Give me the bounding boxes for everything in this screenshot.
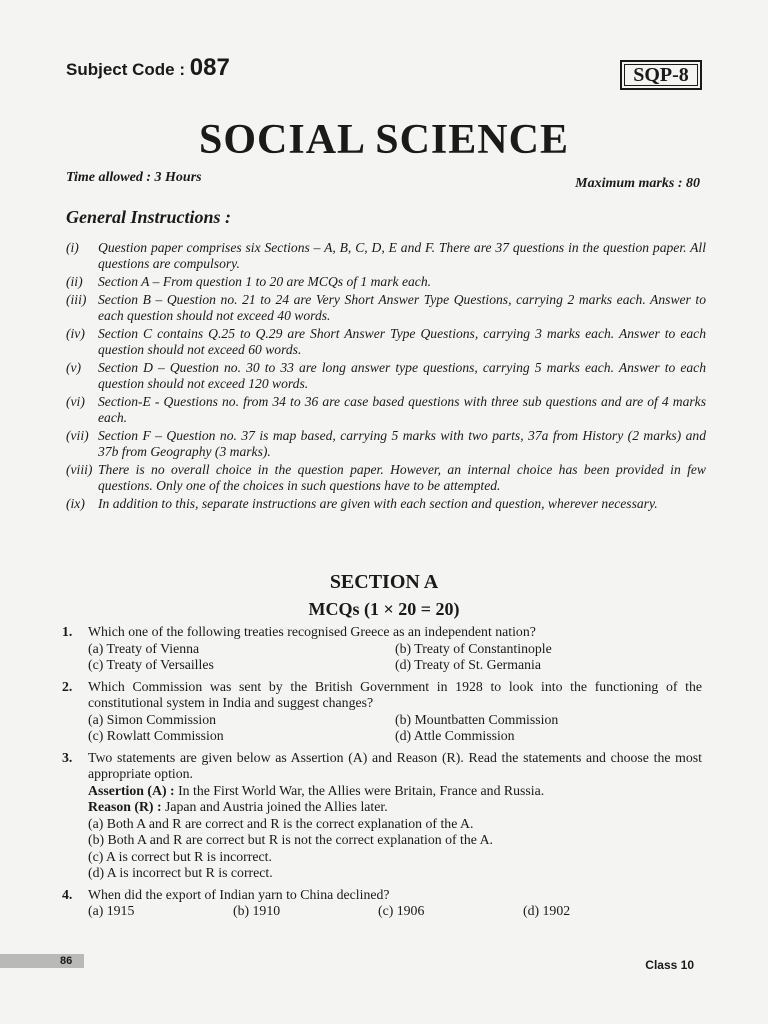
instruction-number: (i) (66, 240, 79, 255)
instructions-heading: General Instructions : (66, 207, 232, 227)
page-title: SOCIAL SCIENCE (199, 117, 569, 163)
subject-code-label: Subject Code : (66, 60, 186, 79)
question-4 (62, 887, 702, 920)
instruction-text: Section F – Question no. 37 is map based, carrying 5 marks with two parts, 37a from History (2 marks) and 37b from Geography (3 marks). (98, 428, 706, 459)
page-number: 86 (60, 955, 73, 967)
instruction-item (66, 360, 706, 392)
section-subtitle: MCQs (1 × 20 = 20) (308, 599, 460, 619)
question-text: When did the export of Indian yarn to China declined? (88, 886, 390, 902)
question-number: 4. (62, 886, 73, 902)
option-c: (c) Treaty of Versailles (88, 657, 214, 672)
options-row (88, 903, 702, 920)
time-allowed: Time allowed : 3 Hours (66, 170, 202, 185)
instruction-item (66, 462, 706, 494)
instruction-text: Question paper comprises six Sections – A, B, C, D, E and F. There are 37 questions in the question paper. All questions are compulsory. (98, 240, 706, 271)
options-grid (88, 712, 702, 745)
instruction-item (66, 428, 706, 460)
option-d: (d) A is incorrect but R is correct. (88, 865, 273, 880)
options-list (88, 816, 702, 882)
question-1 (62, 624, 702, 674)
question-text: Two statements are given below as Assertion (A) and Reason (R). Read the statements and choose the most appropriate option. (88, 749, 702, 781)
reason-text: Japan and Austria joined the Allies later. (165, 799, 388, 814)
paper-id-box (620, 60, 702, 90)
class-label: Class 10 (645, 958, 694, 972)
instructions-list (66, 240, 706, 514)
instruction-text: Section D – Question no. 30 to 33 are long answer type questions, carrying 5 marks each. Answer to each question should not exceed 120 words. (98, 360, 706, 391)
option-d: (d) Treaty of St. Germania (395, 657, 541, 672)
question-number: 2. (62, 678, 73, 694)
question-number: 1. (62, 624, 73, 639)
option-c: (c) Rowlatt Commission (88, 728, 224, 743)
instruction-number: (vi) (66, 394, 85, 409)
option-c: (c) 1906 (378, 903, 425, 918)
instruction-item (66, 274, 706, 290)
subject-code (66, 54, 230, 82)
option-d: (d) 1902 (523, 903, 571, 918)
instruction-text: There is no overall choice in the question paper. However, an internal choice has been provided in few questions. Only one of the choices in such questions have to be attempted. (98, 462, 706, 493)
options-grid (88, 641, 702, 674)
question-number: 3. (62, 749, 73, 765)
instruction-item (66, 240, 706, 272)
maximum-marks: Maximum marks : 80 (575, 176, 700, 191)
assertion-label: Assertion (A) : (88, 782, 175, 798)
subject-code-value: 087 (189, 54, 230, 81)
question-text: Which one of the following treaties recognised Greece as an independent nation? (88, 624, 536, 639)
instruction-number: (ii) (66, 274, 83, 289)
instruction-text: Section-E - Questions no. from 34 to 36 are case based questions with three sub questions and are of 4 marks each. (98, 394, 706, 425)
paper-id: SQP-8 (624, 64, 698, 86)
option-a: (a) 1915 (88, 903, 135, 918)
reason-label: Reason (R) : (88, 799, 162, 814)
option-b: (b) Treaty of Constantinople (395, 640, 552, 656)
instruction-item (66, 394, 706, 426)
section-title: SECTION A (329, 571, 439, 593)
option-a: (a) Simon Commission (88, 711, 217, 727)
instruction-item (66, 292, 706, 324)
instruction-number: (iii) (66, 292, 87, 307)
instruction-number: (ix) (66, 496, 85, 511)
instruction-text: Section B – Question no. 21 to 24 are Very Short Answer Type Questions, carrying 2 marks each. Answer to each question should not exceed 40 words. (98, 292, 706, 323)
instruction-text: Section C contains Q.25 to Q.29 are Short Answer Type Questions, carrying 3 marks each. Answer to each question should not exceed 60 words. (98, 326, 706, 357)
question-3 (62, 750, 702, 882)
instruction-number: (vii) (66, 428, 89, 443)
instruction-text: In addition to this, separate instructions are given with each section and question, wherever necessary. (98, 496, 658, 511)
instruction-number: (iv) (66, 326, 85, 341)
question-2 (62, 679, 702, 745)
option-d: (d) Attle Commission (395, 728, 515, 743)
questions-list (62, 624, 702, 925)
instruction-item (66, 496, 706, 512)
option-b: (b) Both A and R are correct but R is not the correct explanation of the A. (88, 832, 493, 847)
assertion-text: In the First World War, the Allies were Britain, France and Russia. (178, 782, 545, 798)
option-b: (b) 1910 (233, 903, 281, 918)
instruction-number: (v) (66, 360, 82, 375)
option-a: (a) Treaty of Vienna (88, 640, 200, 656)
question-text: Which Commission was sent by the British Government in 1928 to look into the functioning of the constitutional system in India and suggest changes? (88, 678, 702, 710)
instruction-item (66, 326, 706, 358)
instruction-number: (viii) (66, 462, 93, 477)
option-c: (c) A is correct but R is incorrect. (88, 848, 272, 864)
option-a: (a) Both A and R are correct and R is the correct explanation of the A. (88, 815, 474, 831)
instruction-text: Section A – From question 1 to 20 are MCQs of 1 mark each. (98, 274, 432, 289)
reason (88, 799, 702, 816)
assertion (88, 783, 702, 800)
option-b: (b) Mountbatten Commission (395, 711, 559, 727)
